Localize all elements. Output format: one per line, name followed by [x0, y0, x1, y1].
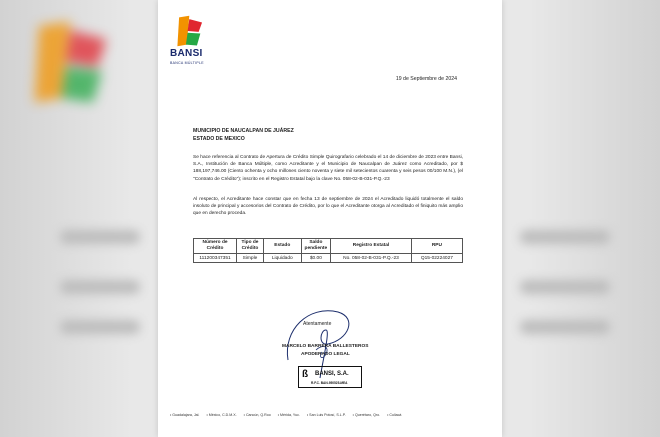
footer-location: • México, C.D.M.X.: [206, 413, 237, 417]
table-cell: Simple: [237, 254, 264, 263]
table-cell: $0.00: [301, 254, 331, 263]
table-cell: 111200347351: [194, 254, 237, 263]
bansi-logo: [170, 14, 210, 74]
column-header: Número de Crédito: [194, 239, 237, 254]
signatory-role: APODERADO LEGAL: [301, 352, 350, 357]
paragraph-settlement: Al respecto, el Acreditante hace constar que en fecha 13 de septiembre de 2024 el Acreditado liquidó totalmente el saldo insoluto de principal y accesorios del Contrato de Crédito, por lo que el Acreditante otorga al Acreditado el finiquito más amplio que en derecho proceda.: [193, 197, 463, 217]
table-row: [194, 254, 463, 263]
company-stamp: [298, 366, 362, 388]
letter-page: [158, 0, 502, 437]
blurred-text-block: [60, 230, 140, 244]
column-header: RPU: [411, 239, 462, 254]
column-header: Tipo de Crédito: [237, 239, 264, 254]
signatory-name: MARCELO BARRERA BALLESTEROS: [282, 344, 369, 349]
column-header: Estado: [263, 239, 301, 254]
table-cell: Q15-02224027: [411, 254, 462, 263]
recipient: [193, 127, 294, 143]
footer-location: • Cancún, Q.Roo: [243, 413, 271, 417]
blurred-text-block: [520, 280, 610, 294]
brand-name: BANSI: [170, 48, 203, 59]
column-header: Saldo pendiente: [301, 239, 331, 254]
closing-text: Atentamente: [303, 321, 332, 327]
table-cell: Liquidado: [263, 254, 301, 263]
blurred-text-block: [520, 230, 610, 244]
blurred-text-block: [60, 280, 140, 294]
recipient-line: MUNICIPIO DE NAUCALPAN DE JUÁREZ: [193, 128, 294, 134]
column-header: Registro Estatal: [331, 239, 412, 254]
brand-subtitle: BANCA MÚLTIPLE: [170, 61, 204, 65]
footer-location: • Guadalajara, Jal.: [170, 413, 200, 417]
bansi-logo-icon: [174, 14, 208, 48]
credit-table: [193, 238, 463, 263]
footer-location: • San Luis Potosí, S.L.P.: [306, 413, 346, 417]
paragraph-reference: Se hace referencia al Contrato de Apertura de Crédito Simple Quirografario celebrado el 14 de diciembre de 2023 entre Bansi, S.A., Institución de Banca Múltiple, como Acreditante y el Municipio de Naucalpan de Juárez como Acreditado, por $ 188,197,746.00 (Ciento ochenta y ocho millones ciento noventa y siete mil setecientos cuarenta y seis pesos 00/100 M.N.), (el "Contrato de Crédito"); inscrito en el Registro Estatal bajo la clave No. 058-02-B-031-P.Q.-23: [193, 155, 463, 182]
footer-location: • Mérida, Yuc.: [277, 413, 300, 417]
stamp-rfc: R.F.C. BAN-950525-MEA: [311, 381, 348, 385]
blurred-logo-icon: [30, 12, 120, 112]
recipient-line: ESTADO DE MEXICO: [193, 136, 245, 142]
footer-locations: [170, 413, 490, 417]
footer-location: • Querétaro, Qro.: [352, 413, 381, 417]
blurred-text-block: [60, 320, 140, 334]
letter-date: 19 de Septiembre de 2024: [395, 76, 457, 82]
table-cell: No. 058-02-B-031-P.Q.-23: [331, 254, 412, 263]
blurred-text-block: [520, 320, 610, 334]
footer-location: • Culiacá: [387, 413, 402, 417]
stamp-name: BANSI, S.A.: [315, 371, 349, 377]
stamp-logo-icon: ß: [302, 369, 309, 380]
table-header-row: [194, 239, 463, 254]
